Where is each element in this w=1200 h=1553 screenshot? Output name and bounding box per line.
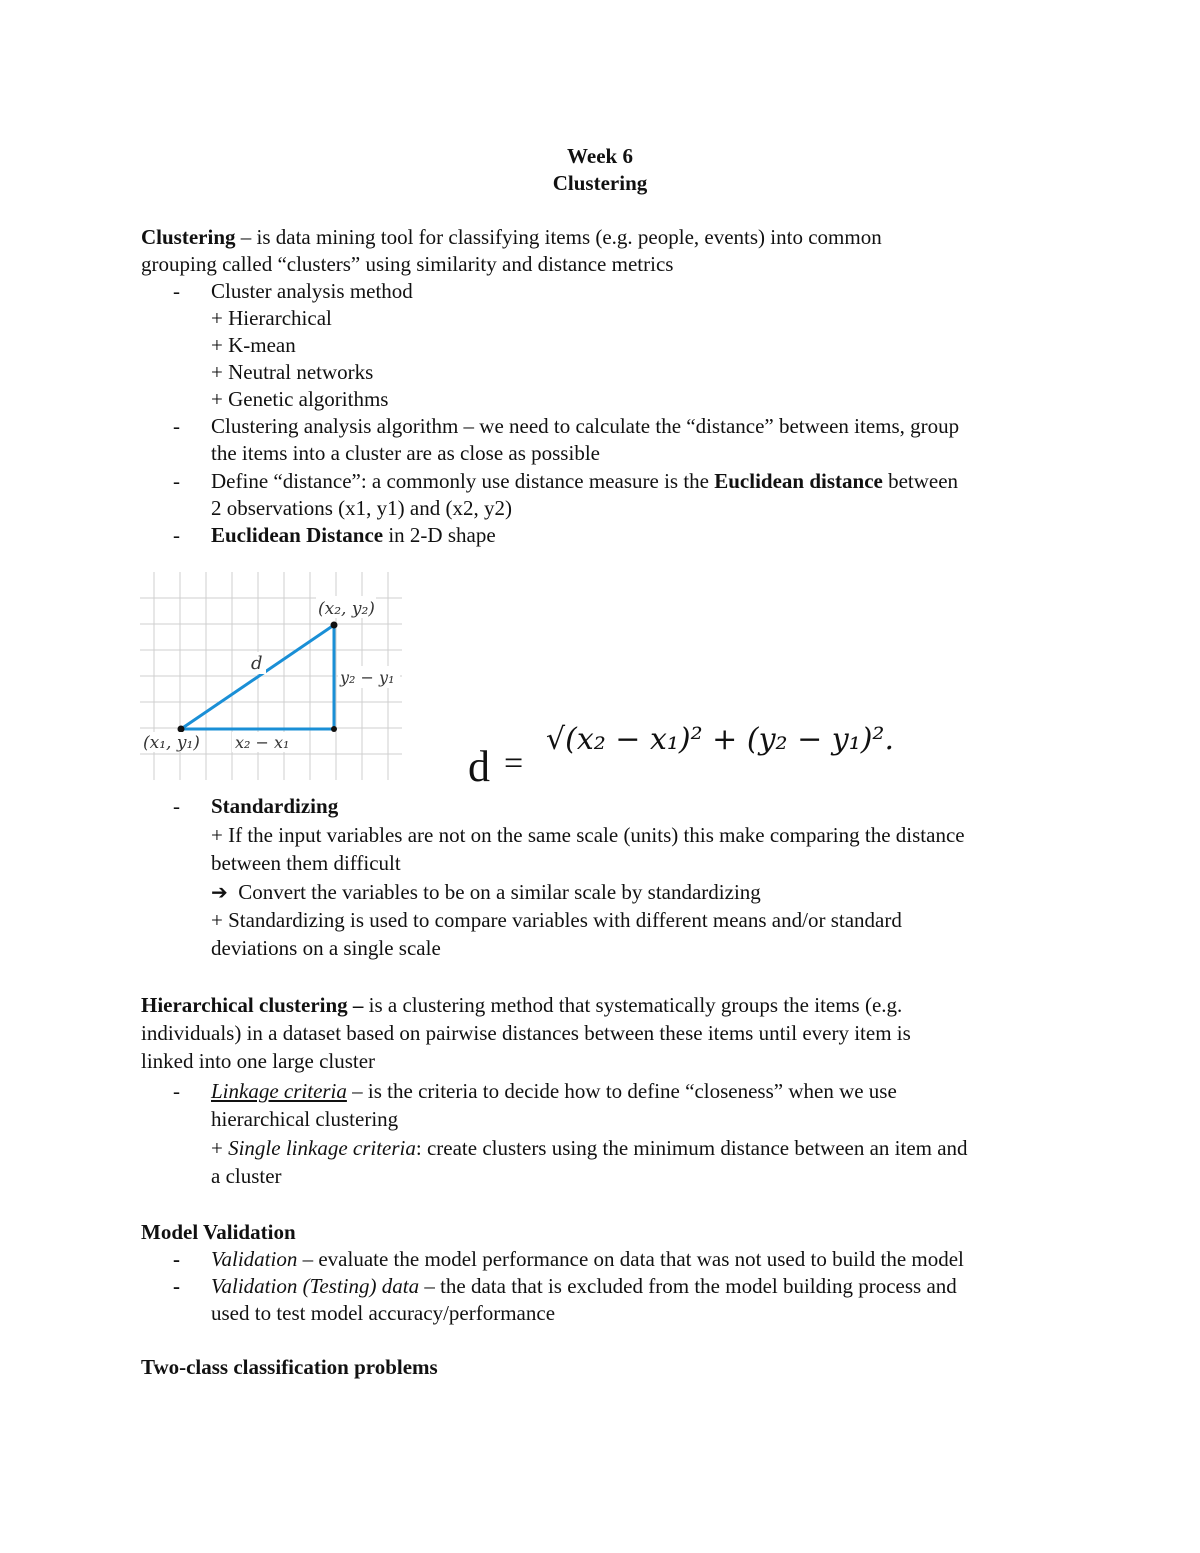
algorithm-text: Clustering analysis algorithm – we need to calculate the “distance” between items, group (211, 414, 960, 438)
bullet-dash: - (173, 1274, 180, 1298)
formula-lhs: d (468, 742, 490, 791)
point-p2 (331, 622, 338, 629)
euclidean-formula (468, 712, 908, 792)
standardizing-para1: + If the input variables are not on the same scale (units) this make comparing the distance (211, 823, 965, 847)
formula-equals: = (504, 745, 524, 782)
hierarchical-definition-line2: individuals) in a dataset based on pairwise distances between these items until every item is (141, 1021, 911, 1045)
hierarchical-definition: Hierarchical clustering – is a clustering method that systematically groups the items (e.g. (141, 993, 903, 1017)
method-item: + Genetic algorithms (211, 387, 389, 411)
bullet-dash: - (173, 1247, 180, 1271)
bullet-dash: - (173, 1079, 180, 1103)
method-item: + Hierarchical (211, 306, 332, 330)
hierarchical-definition-line3: linked into one large cluster (141, 1049, 376, 1073)
validation-data-item-line2: used to test model accuracy/performance (211, 1301, 556, 1325)
right-arrow-icon: ➔ (211, 880, 228, 904)
bullet-dash: - (173, 794, 180, 818)
point-p1 (178, 726, 185, 733)
bullet-dash: - (173, 523, 180, 547)
validation-data-item: Validation (Testing) data – the data that is excluded from the model building process and (211, 1274, 957, 1298)
d-label: d (251, 653, 263, 674)
vertical-leg-label: y₂ − y₁ (340, 668, 395, 687)
standardizing-heading: Standardizing (211, 794, 339, 818)
euclidean-distance-term: Euclidean distance (714, 469, 883, 493)
p1-label: (x₁, y₁) (143, 733, 200, 753)
euclidean-distance-diagram (140, 572, 402, 780)
bullet-dash: - (173, 469, 180, 493)
week-title: Week 6 (567, 144, 633, 168)
model-validation-heading: Model Validation (141, 1220, 296, 1244)
define-distance-line2: 2 observations (x1, y1) and (x2, y2) (211, 496, 512, 520)
standardizing-para2: ➔ Convert the variables to be on a similar scale by standardizing (211, 880, 761, 904)
euclidean-2d: Euclidean Distance in 2-D shape (211, 523, 496, 547)
topic-title: Clustering (552, 171, 648, 195)
clustering-term: Clustering (141, 225, 236, 249)
clustering-definition: Clustering – is data mining tool for classifying items (e.g. people, events) into common (141, 225, 882, 249)
single-linkage: + Single linkage criteria: create clusters using the minimum distance between an item and (211, 1136, 968, 1160)
right-angle-corner (331, 726, 337, 732)
p2-label: (x₂, y₂) (318, 599, 375, 619)
bullet-dash: - (173, 414, 180, 438)
single-linkage-term: Single linkage criteria (228, 1136, 416, 1160)
clustering-definition-line2: grouping called “clusters” using similarity and distance metrics (141, 252, 674, 276)
validation-item: Validation – evaluate the model performance on data that was not used to build the model (211, 1247, 964, 1271)
two-class-heading: Two-class classification problems (141, 1355, 438, 1379)
formula-rhs: √(x₂ − x₁)² + (y₂ − y₁)². (546, 722, 894, 757)
standardizing-para1-line2: between them difficult (211, 851, 401, 875)
methods-heading: Cluster analysis method (211, 279, 413, 303)
linkage-criteria: Linkage criteria – is the criteria to decide how to define “closeness” when we use (211, 1079, 897, 1103)
method-item: + K-mean (211, 333, 296, 357)
bullet-dash: - (173, 279, 180, 303)
linkage-criteria-term: Linkage criteria (211, 1079, 347, 1103)
define-distance: Define “distance”: a commonly use distance measure is the Euclidean distance between (211, 469, 959, 493)
hierarchical-term: Hierarchical clustering – (141, 993, 364, 1017)
standardizing-para3-line2: deviations on a single scale (211, 936, 441, 960)
standardizing-para3: + Standardizing is used to compare variables with different means and/or standard (211, 908, 902, 932)
single-linkage-line2: a cluster (211, 1164, 282, 1188)
horizontal-leg-label: x₂ − x₁ (235, 733, 290, 752)
method-item: + Neutral networks (211, 360, 374, 384)
linkage-criteria-line2: hierarchical clustering (211, 1107, 399, 1131)
algorithm-text-line2: the items into a cluster are as close as possible (211, 441, 600, 465)
